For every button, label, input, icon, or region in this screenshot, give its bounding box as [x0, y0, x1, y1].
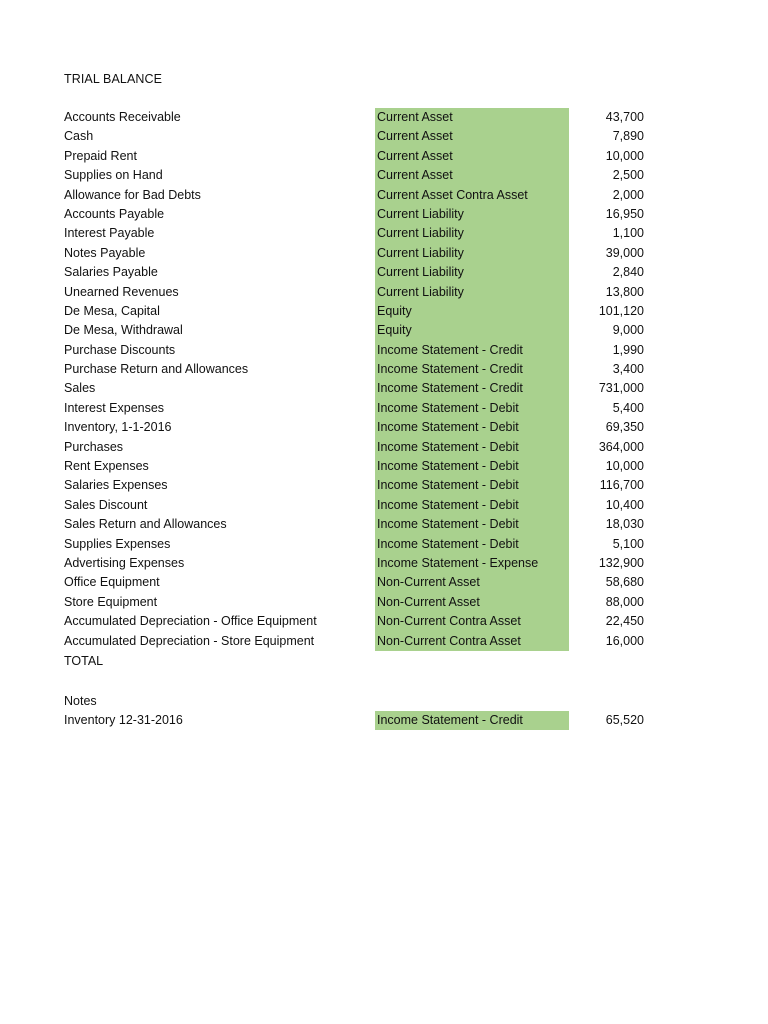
table-row — [0, 108, 768, 127]
account-name: Accounts Receivable — [64, 110, 181, 124]
table-row — [0, 283, 768, 302]
account-category: Income Statement - Debit — [375, 399, 569, 418]
table-row — [0, 632, 768, 651]
table-row — [0, 535, 768, 554]
table-row — [0, 244, 768, 263]
account-name: Salaries Expenses — [64, 478, 168, 493]
account-name: Sales Return and Allowances — [64, 517, 227, 532]
account-category: Non-Current Asset — [375, 593, 569, 612]
account-category: Current Asset — [375, 147, 569, 166]
account-name: Accumulated Depreciation - Store Equipment — [64, 633, 315, 648]
account-amount: 69,350 — [605, 420, 644, 435]
account-category: Income Statement - Credit — [375, 341, 569, 360]
account-amount: 2,500 — [612, 168, 644, 183]
account-name: Rent Expenses — [64, 459, 149, 474]
table-row — [0, 224, 768, 243]
account-name: Salaries Payable — [64, 265, 158, 280]
account-category: Current Asset — [375, 127, 569, 146]
account-name: Purchases — [64, 439, 124, 454]
table-row — [0, 127, 768, 146]
account-name: Allowance for Bad Debts — [64, 187, 201, 202]
account-amount: 5,400 — [612, 400, 644, 415]
account-name: Sales — [64, 381, 96, 396]
account-category: Income Statement - Debit — [375, 457, 569, 476]
account-amount: 9,000 — [612, 323, 644, 338]
account-amount: 2,000 — [612, 187, 644, 202]
account-category: Income Statement - Credit — [375, 379, 569, 398]
account-amount: 1,990 — [612, 342, 644, 357]
notes-row — [0, 711, 768, 730]
account-amount: 16,950 — [605, 206, 644, 221]
account-amount: 3,400 — [612, 362, 644, 377]
account-name: Interest Expenses — [64, 400, 165, 415]
accounts-table — [0, 108, 768, 651]
account-category: Income Statement - Debit — [375, 438, 569, 457]
table-row — [0, 186, 768, 205]
account-name: Unearned Revenues — [64, 284, 179, 299]
table-row — [0, 573, 768, 592]
account-name: Notes Payable — [64, 245, 146, 260]
account-category: Income Statement - Credit — [375, 711, 569, 730]
account-category: Current Liability — [375, 283, 569, 302]
account-amount: 731,000 — [598, 381, 644, 396]
total-label: TOTAL — [64, 654, 104, 668]
account-amount: 88,000 — [605, 594, 644, 609]
account-name: Inventory 12-31-2016 — [64, 713, 183, 727]
account-amount: 7,890 — [612, 129, 644, 144]
account-category: Current Liability — [375, 263, 569, 282]
table-row — [0, 612, 768, 631]
table-row — [0, 147, 768, 166]
account-name: Purchase Discounts — [64, 342, 176, 357]
account-name: Supplies on Hand — [64, 168, 163, 183]
account-amount: 101,120 — [598, 303, 644, 318]
account-category: Income Statement - Expense — [375, 554, 569, 573]
table-row — [0, 438, 768, 457]
account-name: Sales Discount — [64, 497, 148, 512]
account-name: De Mesa, Withdrawal — [64, 323, 183, 338]
table-row — [0, 476, 768, 495]
account-category: Income Statement - Debit — [375, 496, 569, 515]
account-category: Current Liability — [375, 205, 569, 224]
account-amount: 18,030 — [605, 517, 644, 532]
account-amount: 10,400 — [605, 497, 644, 512]
account-name: Supplies Expenses — [64, 536, 171, 551]
account-amount: 10,000 — [605, 148, 644, 163]
account-amount: 132,900 — [598, 555, 644, 570]
table-row — [0, 399, 768, 418]
account-category: Non-Current Contra Asset — [375, 612, 569, 631]
table-row — [0, 321, 768, 340]
account-category: Current Liability — [375, 244, 569, 263]
account-name: Purchase Return and Allowances — [64, 362, 249, 377]
account-amount: 13,800 — [605, 284, 644, 299]
account-name: Inventory, 1-1-2016 — [64, 420, 172, 435]
account-category: Current Liability — [375, 224, 569, 243]
account-name: Cash — [64, 129, 94, 144]
account-amount: 22,450 — [605, 614, 644, 629]
account-amount: 65,520 — [605, 713, 644, 727]
account-name: Accounts Payable — [64, 206, 165, 221]
account-category: Income Statement - Credit — [375, 360, 569, 379]
table-row — [0, 379, 768, 398]
notes-heading: Notes — [64, 694, 97, 708]
account-amount: 39,000 — [605, 245, 644, 260]
account-category: Income Statement - Debit — [375, 535, 569, 554]
account-name: Accumulated Depreciation - Office Equipment — [64, 614, 317, 629]
table-row — [0, 457, 768, 476]
table-row — [0, 263, 768, 282]
account-amount: 5,100 — [612, 536, 644, 551]
table-row — [0, 418, 768, 437]
account-name: Interest Payable — [64, 226, 155, 241]
account-amount: 58,680 — [605, 575, 644, 590]
table-row — [0, 360, 768, 379]
account-amount: 10,000 — [605, 459, 644, 474]
table-row — [0, 593, 768, 612]
account-amount: 2,840 — [612, 265, 644, 280]
account-category: Non-Current Contra Asset — [375, 632, 569, 651]
account-category: Income Statement - Debit — [375, 476, 569, 495]
account-name: Advertising Expenses — [64, 555, 185, 570]
table-row — [0, 166, 768, 185]
account-category: Current Asset — [375, 108, 569, 127]
account-category: Equity — [375, 302, 569, 321]
account-name: Prepaid Rent — [64, 148, 137, 163]
table-row — [0, 554, 768, 573]
account-category: Equity — [375, 321, 569, 340]
table-row — [0, 341, 768, 360]
account-category: Current Asset — [375, 166, 569, 185]
account-name: Office Equipment — [64, 575, 160, 590]
account-name: De Mesa, Capital — [64, 303, 160, 318]
account-amount: 16,000 — [605, 633, 644, 648]
account-category: Current Asset Contra Asset — [375, 186, 569, 205]
account-name: Store Equipment — [64, 594, 158, 609]
account-category: Income Statement - Debit — [375, 418, 569, 437]
account-amount: 116,700 — [599, 478, 644, 493]
table-row — [0, 496, 768, 515]
document-title: TRIAL BALANCE — [64, 72, 163, 86]
table-row — [0, 302, 768, 321]
table-row — [0, 205, 768, 224]
account-amount: 43,700 — [605, 110, 644, 124]
account-amount: 1,100 — [612, 226, 644, 241]
account-category: Non-Current Asset — [375, 573, 569, 592]
account-category: Income Statement - Debit — [375, 515, 569, 534]
table-row — [0, 515, 768, 534]
account-amount: 364,000 — [598, 439, 644, 454]
